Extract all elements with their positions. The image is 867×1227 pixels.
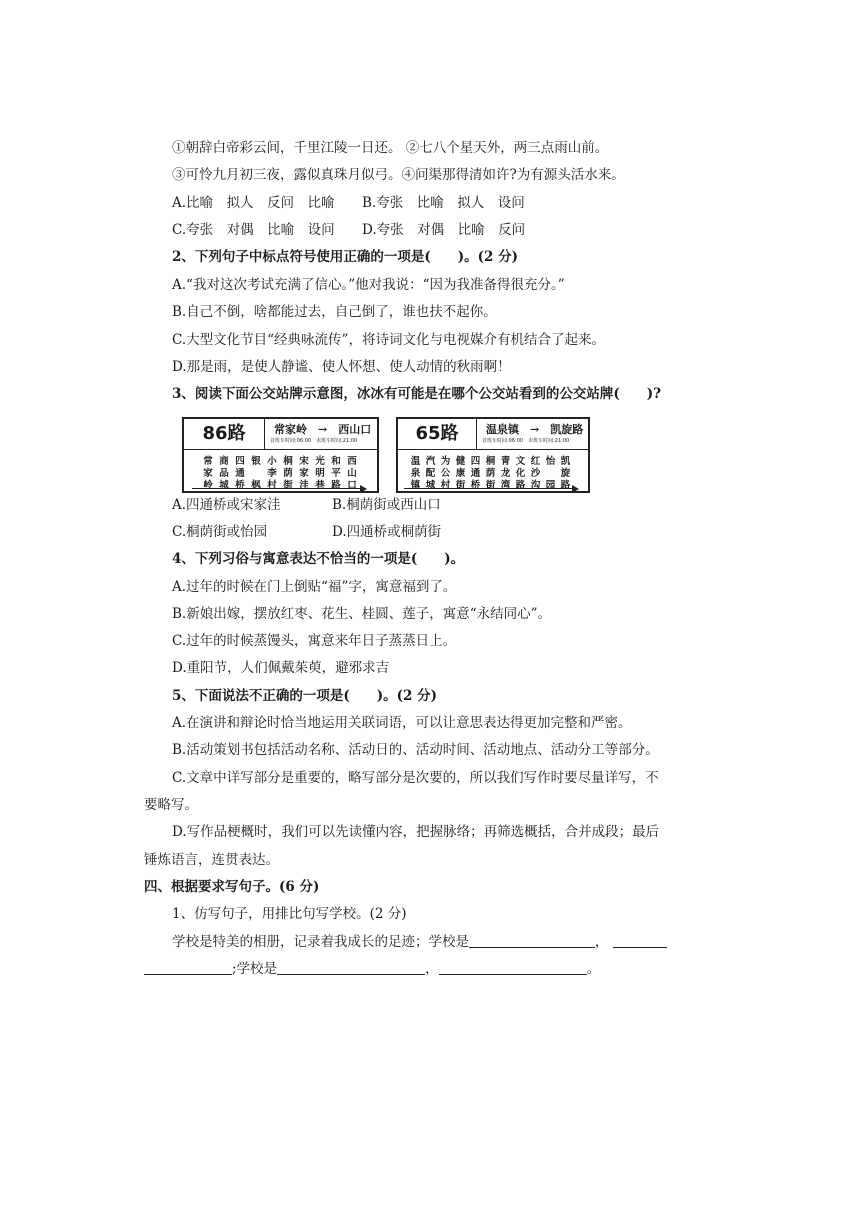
bus-sign-65-arrowhead [572,485,579,493]
bus-stop-char: 温 [410,456,421,467]
bus-stop-char: 路 [331,480,341,491]
bus-stop-char: 桥 [470,480,481,491]
bus-sign-86-route: 86路 [184,419,265,450]
q3-stem: 3、阅读下面公交站牌示意图，冰冰有可能是在哪个公交站看到的公交站牌( )? [172,386,662,402]
bus-stop-char: 镇 [410,480,421,491]
answer-blank-2[interactable] [613,933,667,948]
q2-option-a: A.“我对这次考试充满了信心。”他对我说：“因为我准备得很充分。” [172,277,565,293]
q1-option-c: C.夸张 对偶 比喻 设问 [172,222,335,238]
q5-stem: 5、下面说法不正确的一项是( )。(2 分) [172,688,438,704]
bus-stop-char: 城 [219,480,229,491]
bus-stop-char: 平 [331,468,341,479]
q1-poem-line-2: ③可怜九月初三夜，露似真珠月似弓。④问渠那得清如许?为有源头活水来。 [172,167,625,183]
bus-sign-65-route: 65路 [398,419,477,450]
answer-blank-2-cont[interactable] [144,960,232,975]
bus-sign-65 [396,417,590,493]
q4-option-b: B.新娘出嫁，摆放红枣、花生、桂圆、莲子，寓意“永结同心”。 [172,606,552,622]
bus-stop-char: 化 [515,468,526,479]
q2-option-d: D.那是雨，是使人静谧、使人怀想、使人动情的秋雨啊！ [172,359,511,375]
q3-option-a: A.四通桥或宋家洼 [172,497,281,513]
period: 。 [586,961,601,977]
bus-stop-char: 小 [267,456,277,467]
bus-stop-char: 怡 [545,456,556,467]
section-4-q1-line-1 [172,933,667,951]
bus-stop-char: 街 [283,480,293,491]
bus-stop-char: 泉 [410,468,421,479]
q2-option-b: B.自己不倒，啥都能过去，自己倒了，谁也扶不起你。 [172,304,497,320]
bus-stop-char: 沟 [530,480,541,491]
bus-stop-char: 桥 [235,480,245,491]
bus-stop-char: 健 [455,456,466,467]
q2-option-c: C.大型文化节目“经典咏流传”，将诗词文化与电视媒介有机结合了起来。 [172,332,605,348]
q3-option-d: D.四通桥或桐荫街 [332,524,442,540]
bus-stop-char: 路 [515,480,526,491]
bus-stop-char: 村 [440,480,451,491]
section-4-q1-line-2 [144,960,600,978]
bus-stop-char: 康 [455,468,466,479]
answer-blank-1[interactable] [469,933,595,948]
bus-stop-char: 通 [470,468,481,479]
comma: ， [595,934,609,950]
bus-stop-char: 巷 [315,480,325,491]
q4-option-d: D.重阳节，人们佩戴茱萸，避邪求吉 [172,660,390,676]
bus-stop-char: 配 [425,468,436,479]
bus-stop-char: 龙 [500,468,511,479]
bus-stop-char: 银 [251,456,261,467]
bus-sign-65-time: 首班车时间:06:00 末班车时间:21:00 [482,438,570,444]
bus-stop-char: 四 [470,456,481,467]
bus-stop-char: 街 [455,480,466,491]
q5-option-c-line-2: 要略写。 [144,797,198,813]
bus-stop-char: 常 [203,456,213,467]
bus-stop-char: 四 [235,456,245,467]
q2-stem: 2、下列句子中标点符号使用正确的一项是( )。(2 分) [172,249,519,265]
bus-sign-65-direction: 温泉镇 → 凯旋路 [486,423,584,436]
q1-option-a: A.比喻 拟人 反问 比喻 [172,195,335,211]
section-4-title: 四、根据要求写句子。(6 分) [144,879,320,895]
answer-blank-3[interactable] [277,960,425,975]
q1-option-d: D.夸张 对偶 比喻 反问 [362,222,526,238]
bus-stop-char: 家 [203,468,213,479]
q4-stem: 4、下列习俗与寓意表达不恰当的一项是( )。 [172,551,465,567]
semicolon-prompt: ;学校是 [232,961,278,977]
bus-stop-char: 明 [315,468,325,479]
q3-option-b: B.桐荫街或西山口 [332,497,441,513]
bus-stop-char: 桐 [485,456,496,467]
bus-stop-char: 商 [219,456,229,467]
bus-sign-86-arrow-line [192,488,360,489]
bus-stop-char: 宋 [299,456,309,467]
bus-stop-char: 红 [530,456,541,467]
bus-stop-char: 凯 [560,456,571,467]
bus-stop-char: 荫 [283,468,293,479]
bus-sign-86-direction: 常家岭 → 西山口 [274,423,372,436]
bus-stop-char: 汽 [425,456,436,467]
bus-stop-char: 为 [440,456,451,467]
q5-option-d-line-2: 锤炼语言，连贯表达。 [144,852,279,868]
bus-stop-char: 沙 [530,468,541,479]
bus-stop-char: 通 [235,468,245,479]
bus-stop-char: 路 [560,480,571,491]
bus-stop-char: 青 [500,456,511,467]
comma: ， [425,961,439,977]
bus-stop-char: 枫 [251,480,261,491]
bus-sign-86-time: 首班车时间:06:00 末班车时间:21:00 [270,438,358,444]
bus-stop-char: 荫 [485,468,496,479]
bus-stop-char: 和 [331,456,341,467]
bus-stop-char: 品 [219,468,229,479]
bus-stop-char: 桐 [283,456,293,467]
q5-option-a: A.在演讲和辩论时恰当地运用关联词语，可以让意思表达得更加完整和严密。 [172,715,632,731]
bus-stop-char: 山 [347,468,357,479]
section-4-q1-prompt: 学校是特美的相册，记录着我成长的足迹；学校是 [172,934,469,950]
bus-stop-char: 李 [267,468,277,479]
bus-sign-65-divider [398,449,588,450]
bus-stop-char: 西 [347,456,357,467]
bus-sign-86 [182,417,379,493]
bus-stop-char: 口 [347,480,357,491]
bus-stop-char: 家 [299,468,309,479]
answer-blank-4[interactable] [439,960,587,975]
q4-option-a: A.过年的时候在门上倒贴“福”字，寓意福到了。 [172,579,457,595]
q1-option-b: B.夸张 比喻 拟人 设问 [362,195,525,211]
bus-stop-char: 城 [425,480,436,491]
bus-sign-86-divider [184,449,377,450]
bus-stop-char: 岭 [203,480,213,491]
q5-option-c-line-1: C.文章中详写部分是重要的，略写部分是次要的，所以我们写作时要尽量详写，不 [172,770,659,786]
bus-stop-char: 街 [485,480,496,491]
bus-stop-char: 旋 [560,468,571,479]
bus-sign-86-arrowhead [360,485,367,493]
bus-stop-char: 洼 [299,480,309,491]
bus-stop-char: 光 [315,456,325,467]
bus-stop-char: 园 [545,480,556,491]
q3-option-c: C.桐荫街或怡园 [172,524,268,540]
bus-stop-char: 村 [267,480,277,491]
q5-option-d-line-1: D.写作品梗概时，我们可以先读懂内容，把握脉络；再筛选概括，合并成段；最后 [172,824,660,840]
bus-stop-char: 湾 [500,480,511,491]
section-4-q1-stem: 1、仿写句子，用排比句写学校。(2 分) [172,906,407,922]
bus-stop-char: 文 [515,456,526,467]
q1-poem-line-1: ①朝辞白帝彩云间，千里江陵一日还。 ②七八个星天外，两三点雨山前。 [172,140,609,156]
q4-option-c: C.过年的时候蒸馒头，寓意来年日子蒸蒸日上。 [172,633,457,649]
bus-stop-char: 公 [440,468,451,479]
q5-option-b: B.活动策划书包括活动名称、活动日的、活动时间、活动地点、活动分工等部分。 [172,742,659,758]
bus-sign-65-arrow-line [404,488,572,489]
